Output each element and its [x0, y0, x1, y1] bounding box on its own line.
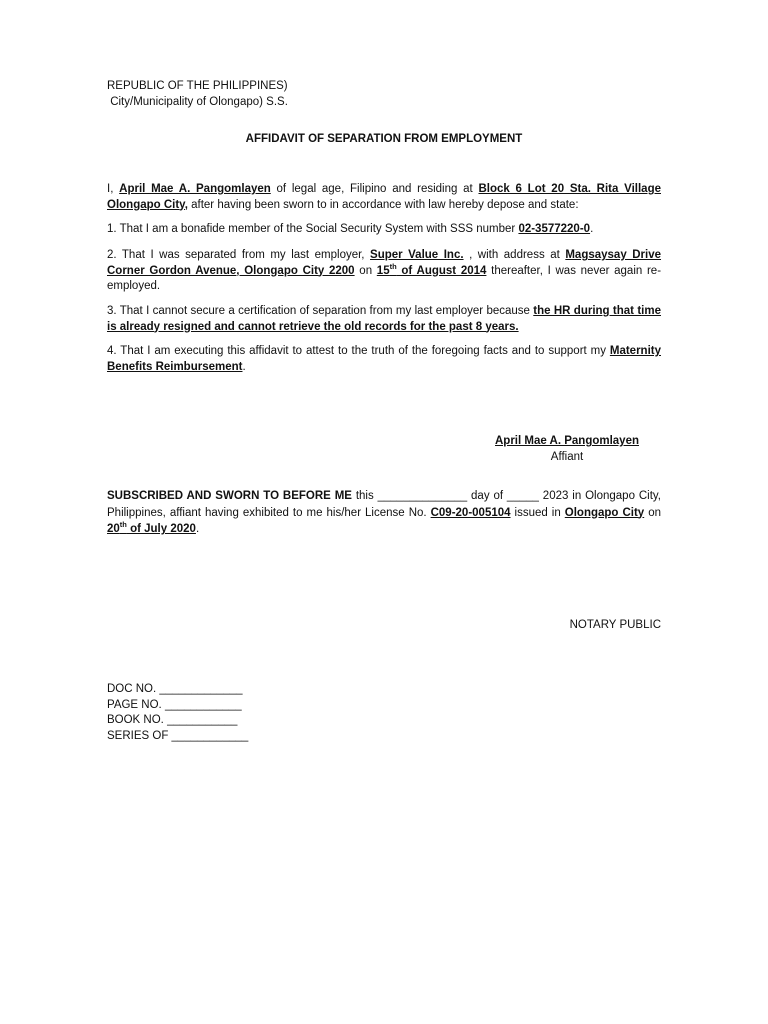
license-issue-place: Olongapo City — [564, 506, 645, 519]
intro-mid: of legal age, Filipino and residing at — [270, 183, 479, 195]
intro-prefix: I, — [107, 183, 120, 195]
item-2-text-c: on — [354, 264, 377, 277]
license-issue-date — [107, 520, 196, 535]
item-3-text: 3. That I cannot secure a certification of separation from my last employer because — [107, 305, 534, 317]
signature-name: April Mae A. Pangomlayen — [495, 435, 639, 447]
affiant-signature-block — [477, 434, 657, 465]
sss-number: 02-3577220-0 — [518, 223, 591, 235]
registry-series: SERIES OF ____________ — [107, 729, 249, 742]
item-1-end: . — [590, 223, 594, 235]
item-4 — [107, 344, 661, 375]
intro-paragraph — [107, 182, 661, 213]
separation-reason: the HR during that time is already resigned and cannot retrieve the old records for the past 8 years. — [107, 305, 661, 333]
jurat-paragraph — [107, 488, 661, 538]
employer-address: Magsaysay Drive Corner Gordon Avenue, Olongapo City 2200 — [107, 249, 662, 277]
registry-book-no: BOOK NO. ___________ — [107, 714, 238, 726]
registry-page-no: PAGE NO. ____________ — [107, 698, 242, 711]
item-2 — [107, 248, 661, 295]
affiant-address: Block 6 Lot 20 Sta. Rita Village Olongapo City, — [107, 183, 661, 211]
jurat-text-c: on — [644, 506, 661, 519]
signature-role: Affiant — [550, 450, 584, 463]
jurat-lead: SUBSCRIBED AND SWORN TO BEFORE ME — [107, 490, 352, 502]
jurat-text-a: this ______________ day of _____ 2023 in Olongapo City, Philippines, affiant having exhibited to me his/her License No. — [107, 490, 661, 519]
header-city: City/Municipality of Olongapo) S.S. — [107, 95, 288, 108]
item-1 — [107, 222, 661, 238]
venue-header — [107, 79, 288, 110]
notarial-registry — [107, 682, 248, 744]
license-issue-day-suffix: th — [119, 520, 127, 530]
document-title: AFFIDAVIT OF SEPARATION FROM EMPLOYMENT — [245, 133, 523, 145]
item-4-end: . — [242, 360, 246, 373]
separation-day: 15 — [376, 264, 390, 277]
affiant-name: April Mae A. Pangomlayen — [119, 183, 271, 195]
jurat-text-b: issued in — [510, 506, 565, 519]
employer-name: Super Value Inc. — [370, 249, 464, 261]
item-2-text-b: , with address at — [463, 249, 566, 261]
header-republic: REPUBLIC OF THE PHILIPPINES) — [107, 80, 288, 92]
separation-date — [376, 261, 487, 277]
item-3 — [107, 304, 661, 335]
separation-month-year: of August 2014 — [396, 264, 487, 277]
item-2-text-d: thereafter, I was never again re-employed. — [107, 264, 662, 292]
license-issue-day: 20 — [107, 523, 120, 535]
license-number: C09-20-005104 — [430, 506, 511, 519]
item-2-text-a: 2. That I was separated from my last employer, — [107, 249, 371, 261]
registry-doc-no: DOC NO. _____________ — [107, 683, 243, 695]
jurat-end: . — [195, 523, 200, 535]
affidavit-purpose: Maternity Benefits Reimbursement — [107, 345, 661, 373]
license-issue-month-year: of July 2020 — [126, 523, 196, 535]
notary-public-label: NOTARY PUBLIC — [569, 619, 661, 631]
intro-suffix: after having been sworn to in accordance with law hereby depose and state: — [187, 198, 579, 211]
separation-day-suffix: th — [389, 261, 397, 271]
item-4-text: 4. That I am executing this affidavit to attest to the truth of the foregoing facts and to support my — [107, 345, 610, 357]
item-1-text: 1. That I am a bonafide member of the Social Security System with SSS number — [107, 223, 519, 235]
